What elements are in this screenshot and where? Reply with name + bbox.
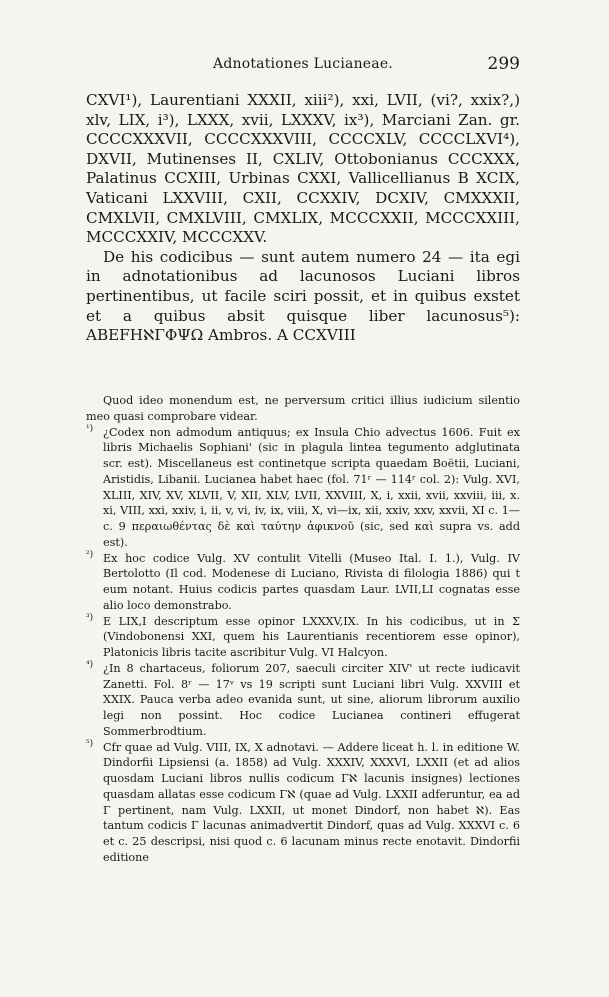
page-header — [86, 56, 520, 78]
page-number: 299 — [487, 54, 520, 74]
footnote-3 — [86, 614, 520, 661]
footnote-text: Cfr quae ad Vulg. VIII, IX, X adnotavi. — Addere liceat h. l. in editione W. Dindorfii Lipsiensi (a. 1858) ad Vulg. XXXIV, XXXVI, LXXII (et ad alios quosdam Luciani libros nullis codicum Γℵ lacunis insignes) lectiones quasdam allatas esse codicum Γℵ (quae ad Vulg. LXXII adferuntur, ea ad Γ pertinent, nam Vulg. LXXII, ut monet Dindorf, non habet ℵ). Eas tantum codicis Γ lacunas animadvertit Dindorf, quas ad Vulg. XXXVI c. 6 et c. 25 descripsi, nisi quod c. 6 lacunam minus recte enotavit. Dindorfii editione — [103, 740, 520, 864]
footnote-2 — [86, 551, 520, 614]
footnote-marker: ³) — [86, 612, 94, 623]
footnote-text: Ex hoc codice Vulg. XV contulit Vitelli (Museo Ital. I. 1.), Vulg. IV Bertolotto (Il cod. Modenese di Luciano, Rivista di filologia 1886) qui t eum notant. Huius codicis partes quasdam Laur. LVII,LI cognatas esse alio loco demonstrabo. — [103, 551, 520, 612]
footnote-4 — [86, 661, 520, 740]
footnote-text: E LIX,I descriptum esse opinor LXXXV,IX. In his codicibus, ut in Σ (Vindobonensi XXI, quem his Laurentianis recentiorem esse opinor), Platonicis libris tacite ascribitur Vulg. VI Halcyon. — [103, 614, 520, 659]
main-paragraph-2: De his codicibus — sunt autem numero 24 — ita egi in adnotationibus ad lacunosos Luciani libros pertinentibus, ut facile sciri possit, et in quibus exstet et a quibus absit quisque liber lacunosus⁵): ABEFHℵΓΦΨΩ Ambros. A CCXVIII — [86, 247, 520, 345]
footnote-5 — [86, 740, 520, 866]
footnote-lead-text: Quod ideo monendum est, ne perversum critici illius iudicium silentio meo quasi comprobare videar. — [86, 394, 520, 423]
footnotes — [86, 393, 520, 866]
main-paragraph-1: CXVI¹), Laurentiani XXXII, xiii²), xxi, LVII, (vi?, xxix?,) xlv, LIX, i³), LXXX, xvii, LXXXV, ix³), Marciani Zan. gr. CCCCXXXVII, CCCCXXXVIII, CCCCXLV, CCCCLXVI⁴), DXVII, Mutinenses II, CXLIV, Ottobonianus CCCXXX, Palatinus CCXIII, Urbinas CXXI, Vallicellianus B XCIX, Vaticani LXXVIII, CXII, CCXXIV, DCXIV, CMXXXII, CMXLVII, CMXLVIII, CMXLIX, MCCCXXII, MCCCXXIII, MCCCXXIV, MCCCXXV. — [86, 91, 520, 247]
main-text — [86, 91, 520, 346]
running-title: Adnotationes Lucianeae. — [213, 56, 393, 72]
footnote-marker: ⁴) — [86, 659, 94, 670]
footnote-text: ¿Codex non admodum antiquus; ex Insula Chio advectus 1606. Fuit ex libris Michaelis Sophiani' (sic in plagula lintea tegumento adglutinata scr. est). Miscellaneus est continetque scripta quaedam Boëtii, Luciani, Aristidis, Libanii. Lucianea habet haec (fol. 71ʳ — 114ʳ col. 2): Vulg. XVI, XLIII, XIV, XV, XLVII, V, XII, XLV, LVII, XXVIII, X, i, xxii, xvii, xxviii, iii, x. xi, VIII, xxi, xxiv, i, ii, v, vi, iv, ix, viii, X, vi—ix, xii, xxiv, xxv, xxvii, XI c. 1—c. 9 περαιωθέντας δὲ καὶ ταύτην ἀφικνοῦ (sic, sed καὶ supra vs. add est). — [103, 425, 520, 549]
footnote-marker: ¹) — [86, 423, 94, 434]
footnote-continuation — [86, 393, 520, 425]
footnote-1 — [86, 425, 520, 551]
footnote-marker: ²) — [86, 549, 94, 560]
footnote-text: ¿In 8 chartaceus, foliorum 207, saeculi circiter XIV' ut recte iudicavit Zanetti. Fol. 8ʳ — 17ᵛ vs 19 scripti sunt Luciani libri Vulg. XXVIII et XXIX. Pauca verba adeo evanida sunt, ut sine, aliorum librorum auxilio legi non possint. Hoc codice Lucianea contineri effugerat Sommerbrodtium. — [103, 661, 520, 738]
footnote-marker: ⁵) — [86, 738, 94, 749]
